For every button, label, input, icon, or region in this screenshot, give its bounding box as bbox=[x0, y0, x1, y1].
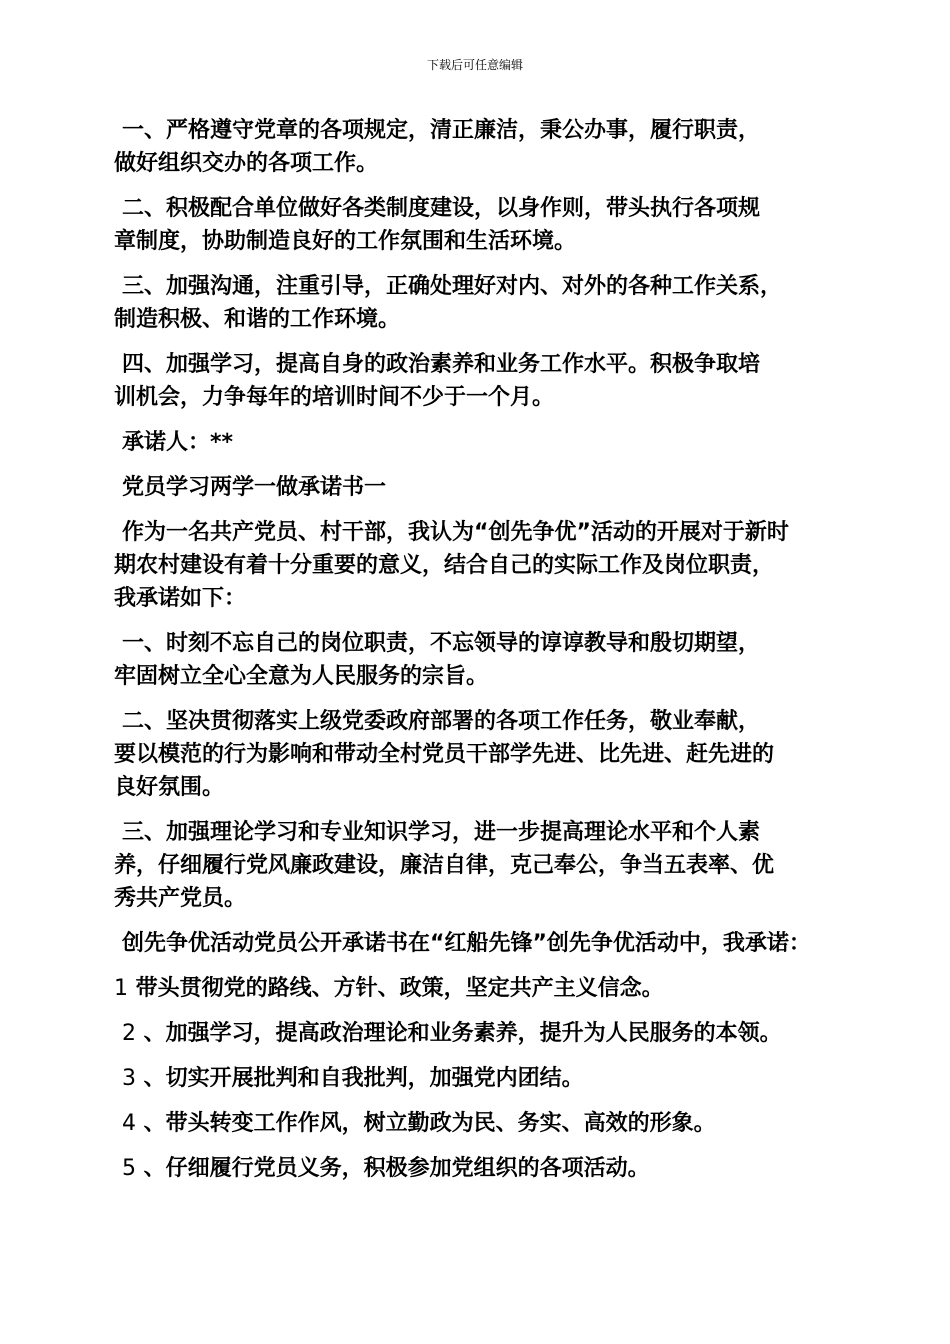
item-text: 带头贯彻党的路线、方针、政策，坚定共产主义信念。 bbox=[128, 976, 664, 1001]
text-line: 要以模范的行为影响和带动全村党员干部学先进、比先进、赶先进的 bbox=[114, 742, 775, 767]
numbered-item-1 bbox=[114, 972, 844, 1005]
text-line: 党员学习两学一做承诺书一 bbox=[122, 475, 387, 500]
paragraph-6 bbox=[114, 705, 844, 804]
paragraph-intro bbox=[114, 516, 844, 615]
paragraph-4 bbox=[114, 348, 844, 414]
text-line: 一、时刻不忘自己的岗位职责，不忘领导的谆谆教导和殷切期望， bbox=[122, 631, 761, 656]
item-text: 、仔细履行党员义务，积极参加党组织的各项活动。 bbox=[136, 1156, 650, 1181]
text-line: 养，仔细履行党风廉政建设，廉洁自律，克己奉公，争当五表率、优 bbox=[114, 853, 775, 878]
signatory bbox=[114, 426, 844, 459]
item-number: 4 bbox=[122, 1111, 136, 1136]
text-line: 四、加强学习，提高自身的政治素养和业务工作水平。积极争取培 bbox=[122, 352, 761, 377]
paragraph-5 bbox=[114, 627, 844, 693]
numbered-item-2 bbox=[114, 1017, 844, 1050]
text-line: 二、积极配合单位做好各类制度建设，以身作则，带头执行各项规 bbox=[122, 196, 761, 221]
page-header: 下载后可任意编辑 bbox=[426, 58, 523, 72]
text-line: 制造积极、和谐的工作环境。 bbox=[114, 307, 401, 332]
text-line: 良好氛围。 bbox=[114, 775, 225, 800]
item-text: 、带头转变工作作风，树立勤政为民、务实、高效的形象。 bbox=[136, 1111, 716, 1136]
text-line: 章制度，协助制造良好的工作氛围和生活环境。 bbox=[114, 229, 577, 254]
text-line: 承诺人：** bbox=[122, 430, 234, 455]
numbered-item-5 bbox=[114, 1152, 844, 1185]
item-text: 、切实开展批判和自我批判，加强党内团结。 bbox=[136, 1066, 584, 1091]
section-title bbox=[114, 471, 844, 504]
item-number: 3 bbox=[122, 1066, 136, 1091]
item-number: 1 bbox=[114, 976, 128, 1001]
numbered-item-3 bbox=[114, 1062, 844, 1095]
text-line: 训机会，力争每年的培训时间不少于一个月。 bbox=[114, 385, 555, 410]
text-line: 创先争优活动党员公开承诺书在“红船先锋”创先争优活动中，我承诺： bbox=[122, 931, 811, 956]
item-number: 5 bbox=[122, 1156, 136, 1181]
text-line: 作为一名共产党员、村干部，我认为“创先争优”活动的开展对于新时 bbox=[122, 520, 789, 545]
text-line: 一、严格遵守党章的各项规定，清正廉洁，秉公办事，履行职责， bbox=[122, 118, 761, 143]
text-line: 做好组织交办的各项工作。 bbox=[114, 151, 379, 176]
text-line: 三、加强理论学习和专业知识学习，进一步提高理论水平和个人素 bbox=[122, 820, 761, 845]
document-body bbox=[114, 114, 844, 1197]
text-line: 秀共产党员。 bbox=[114, 886, 247, 911]
text-line: 三、加强沟通，注重引导，正确处理好对内、对外的各种工作关系， bbox=[122, 274, 783, 299]
paragraph-1 bbox=[114, 114, 844, 180]
item-number: 2 bbox=[122, 1021, 136, 1046]
paragraph-2 bbox=[114, 192, 844, 258]
item-text: 、加强学习，提高政治理论和业务素养，提升为人民服务的本领。 bbox=[136, 1021, 782, 1046]
text-line: 二、坚决贯彻落实上级党委政府部署的各项工作任务，敬业奉献， bbox=[122, 709, 761, 734]
paragraph-7 bbox=[114, 816, 844, 915]
numbered-item-4 bbox=[114, 1107, 844, 1140]
text-line: 我承诺如下： bbox=[114, 586, 247, 611]
text-line: 牢固树立全心全意为人民服务的宗旨。 bbox=[114, 664, 489, 689]
paragraph-3 bbox=[114, 270, 844, 336]
paragraph-8 bbox=[114, 927, 844, 960]
text-line: 期农村建设有着十分重要的意义，结合自己的实际工作及岗位职责， bbox=[114, 553, 775, 578]
